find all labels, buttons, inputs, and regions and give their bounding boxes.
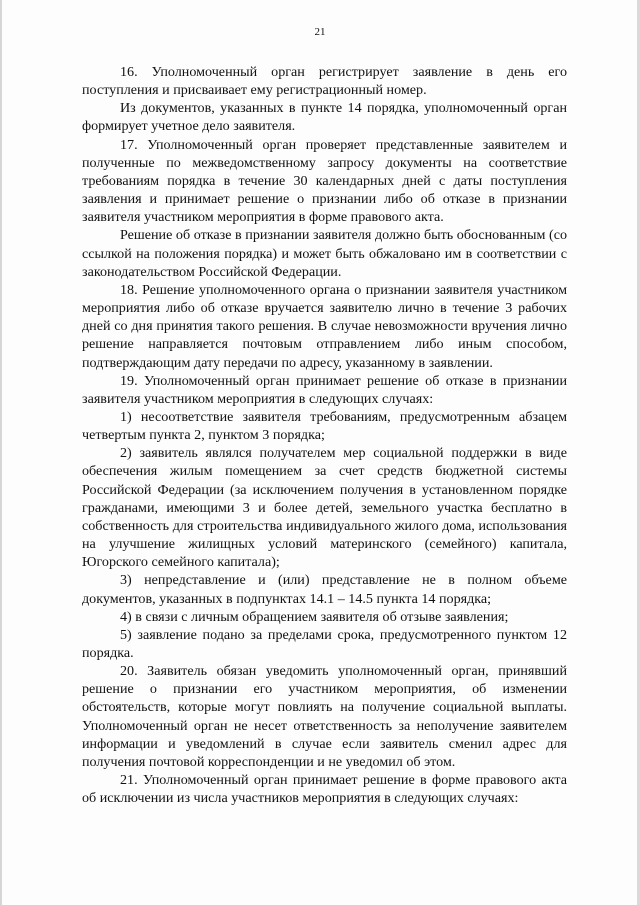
list-item-4: 4) в связи с личным обращением заявителя об отзыве заявления; <box>120 608 509 625</box>
document-body <box>82 63 567 807</box>
paragraph-21: 21. Уполномоченный орган принимает решение в форме правового акта об исключении из числа участников мероприятия в следующих случаях: <box>82 772 567 807</box>
list-item-1: 1) несоответствие заявителя требованиям, предусмотренным абзацем четвертым пункта 2, пунктом 3 порядка; <box>82 408 567 444</box>
page-number: 21 <box>314 26 326 38</box>
list-item-2: 2) заявитель являлся получателем мер социальной поддержки в виде обеспечения жилым помещением за счет средств бюджетной системы Российской Федерации (за исключением получения в установленном порядке гражданами, имеющими 3 и более детей, земельного участка бесплатно в собственность для строительства индивидуального жилого дома, использования на улучшение жилищных условий материнского (семейного) капитала, Югорского семейного капитала); <box>82 445 567 571</box>
list-item-5: 5) заявление подано за пределами срока, предусмотренного пунктом 12 порядка. <box>82 626 567 661</box>
paragraph-18: 18. Решение уполномоченного органа о признании заявителя участником мероприятия либо об отказе вручается заявителю лично в течение 3 рабочих дней со дня принятия такого решения. В случае невозможности вручения лично решение направляется почтовым отправлением либо иным способом, подтверждающим дату передачи по адресу, указанному в заявлении. <box>82 281 567 371</box>
paragraph-19: 19. Уполномоченный орган принимает решение об отказе в признании заявителя участником мероприятия в следующих случаях: <box>82 372 567 407</box>
paragraph-20: 20. Заявитель обязан уведомить уполномоченный орган, принявший решение о признании его участником мероприятия, об изменении обстоятельств, которые могут повлиять на получение социальной выплаты. Уполномоченный орган не несет ответственность за неполучение заявителем информации и уведомлений в случае если заявитель сменил адрес для получения почтовой корреспонденции и не уведомил об этом. <box>82 663 567 770</box>
scan-edge-left <box>0 0 2 905</box>
paragraph-16: 16. Уполномоченный орган регистрирует заявление в день его поступления и присваивает ему регистрационный номер. <box>82 64 567 99</box>
paragraph-17: 17. Уполномоченный орган проверяет представленные заявителем и полученные по межведомственному запросу документы на соответствие требованиям порядка в течение 30 календарных дней с даты поступления заявления и принимает решение о признании либо об отказе в признании заявителя участником мероприятия в форме правового акта. <box>82 136 567 226</box>
paragraph-17-continued: Решение об отказе в признании заявителя должно быть обоснованным (со ссылкой на положения порядка) и может быть обжаловано им в соответствии с законодательством Российской Федерации. <box>82 227 567 280</box>
paragraph-16-continued: Из документов, указанных в пункте 14 порядка, уполномоченный орган формирует учетное дело заявителя. <box>82 100 567 135</box>
list-item-3: 3) непредставление и (или) представление не в полном объеме документов, указанных в подпунктах 14.1 – 14.5 пункта 14 порядка; <box>82 572 567 607</box>
